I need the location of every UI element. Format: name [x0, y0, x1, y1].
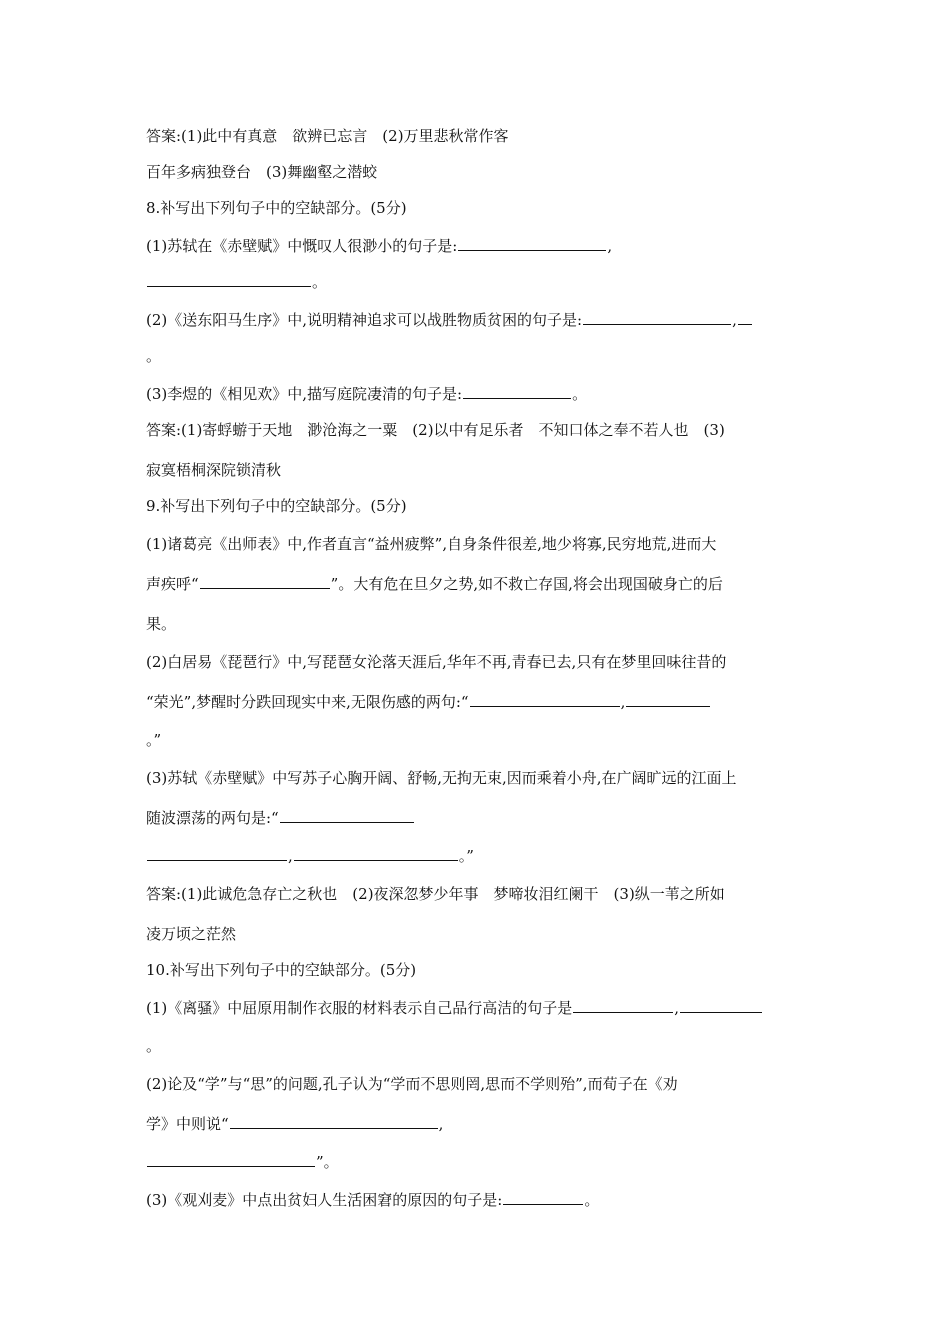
answer-line: 寂寞梧桐深院锁清秋 — [146, 461, 282, 479]
text-segment: , — [620, 693, 626, 711]
text-segment: (3)李煜的《相见欢》中,描写庭院凄清的句子是: — [146, 385, 463, 403]
answer-blank[interactable] — [294, 846, 458, 861]
text-segment: 随波漂荡的两句是:“ — [146, 809, 279, 827]
answer-blank[interactable] — [200, 574, 330, 589]
answer-blank[interactable] — [583, 310, 731, 325]
text-segment: 。 — [584, 1191, 600, 1209]
question-line — [146, 846, 474, 866]
answer-blank[interactable] — [463, 384, 571, 399]
question-line: (2)白居易《琵琶行》中,写琵琶女沦落天涯后,华年不再,青春已去,只有在梦里回味往昔的 — [146, 653, 727, 671]
text-segment: ”。 — [316, 1153, 339, 1171]
question-line — [146, 574, 723, 594]
text-segment: (3)《观刈麦》中点出贫妇人生活困窘的原因的句子是: — [146, 1191, 503, 1209]
text-segment: 学》中则说“ — [146, 1115, 229, 1133]
text-segment: 。 — [312, 273, 328, 291]
question-heading: 10.补写出下列句子中的空缺部分。(5分) — [146, 961, 417, 979]
question-line — [146, 310, 753, 330]
question-line — [146, 384, 587, 404]
answer-blank[interactable] — [738, 310, 752, 325]
text-segment: 。 — [572, 385, 588, 403]
answer-line: 百年多病独登台 (3)舞幽壑之潜蛟 — [146, 163, 378, 181]
question-line: (1)诸葛亮《出师表》中,作者直言“益州疲弊”,自身条件很差,地少将寡,民穷地荒,进而大 — [146, 535, 717, 553]
text-segment: (1)《离骚》中屈原用制作衣服的材料表示自己品行高洁的句子是 — [146, 999, 573, 1017]
question-line: 。” — [146, 731, 162, 749]
question-line — [146, 692, 711, 712]
answer-blank[interactable] — [147, 1152, 315, 1167]
text-segment: “荣光”,梦醒时分跌回现实中来,无限伤感的两句:“ — [146, 693, 469, 711]
question-line: 。 — [146, 347, 162, 365]
answer-line: 答案:(1)此中有真意 欲辨已忘言 (2)万里悲秋常作客 — [146, 127, 509, 145]
question-line — [146, 1114, 443, 1134]
text-segment: ”。大有危在旦夕之势,如不救亡存国,将会出现国破身亡的后 — [330, 575, 723, 593]
question-heading: 8.补写出下列句子中的空缺部分。(5分) — [146, 199, 407, 217]
answer-blank[interactable] — [147, 272, 311, 287]
answer-line: 凌万顷之茫然 — [146, 925, 237, 943]
question-line — [146, 272, 327, 292]
answer-blank[interactable] — [280, 808, 414, 823]
question-line: 。 — [146, 1037, 162, 1055]
text-segment: , — [732, 311, 737, 329]
question-line: 果。 — [146, 615, 177, 633]
question-line: (2)论及“学”与“思”的问题,孔子认为“学而不思则罔,思而不学则殆”,而荀子在《劝 — [146, 1075, 678, 1093]
answer-blank[interactable] — [626, 692, 710, 707]
text-segment: (2)《送东阳马生序》中,说明精神追求可以战胜物质贫困的句子是: — [146, 311, 583, 329]
question-line — [146, 1152, 339, 1172]
question-line — [146, 808, 415, 828]
answer-blank[interactable] — [573, 998, 673, 1013]
answer-line: 答案:(1)此诚危急存亡之秋也 (2)夜深忽梦少年事 梦啼妆泪红阑干 (3)纵一苇之所如 — [146, 885, 725, 903]
text-segment: 声疾呼“ — [146, 575, 199, 593]
text-segment: (1)苏轼在《赤壁赋》中慨叹人很渺小的句子是: — [146, 237, 458, 255]
answer-blank[interactable] — [680, 998, 762, 1013]
question-heading: 9.补写出下列句子中的空缺部分。(5分) — [146, 497, 407, 515]
text-segment: , — [674, 999, 680, 1017]
text-segment: , — [607, 237, 613, 255]
answer-blank[interactable] — [458, 236, 606, 251]
answer-line: 答案:(1)寄蜉蝣于天地 渺沧海之一粟 (2)以中有足乐者 不知口体之奉不若人也 (3) — [146, 421, 725, 439]
question-line — [146, 998, 763, 1018]
text-segment: , — [288, 847, 293, 865]
answer-blank[interactable] — [503, 1190, 583, 1205]
answer-blank[interactable] — [470, 692, 620, 707]
answer-blank[interactable] — [230, 1114, 438, 1129]
question-line — [146, 1190, 599, 1210]
text-segment: , — [438, 1115, 444, 1133]
text-segment: 。” — [458, 847, 474, 865]
question-line — [146, 236, 612, 256]
answer-blank[interactable] — [147, 846, 287, 861]
question-line: (3)苏轼《赤壁赋》中写苏子心胸开阔、舒畅,无拘无束,因而乘着小舟,在广阔旷远的江面上 — [146, 769, 737, 787]
